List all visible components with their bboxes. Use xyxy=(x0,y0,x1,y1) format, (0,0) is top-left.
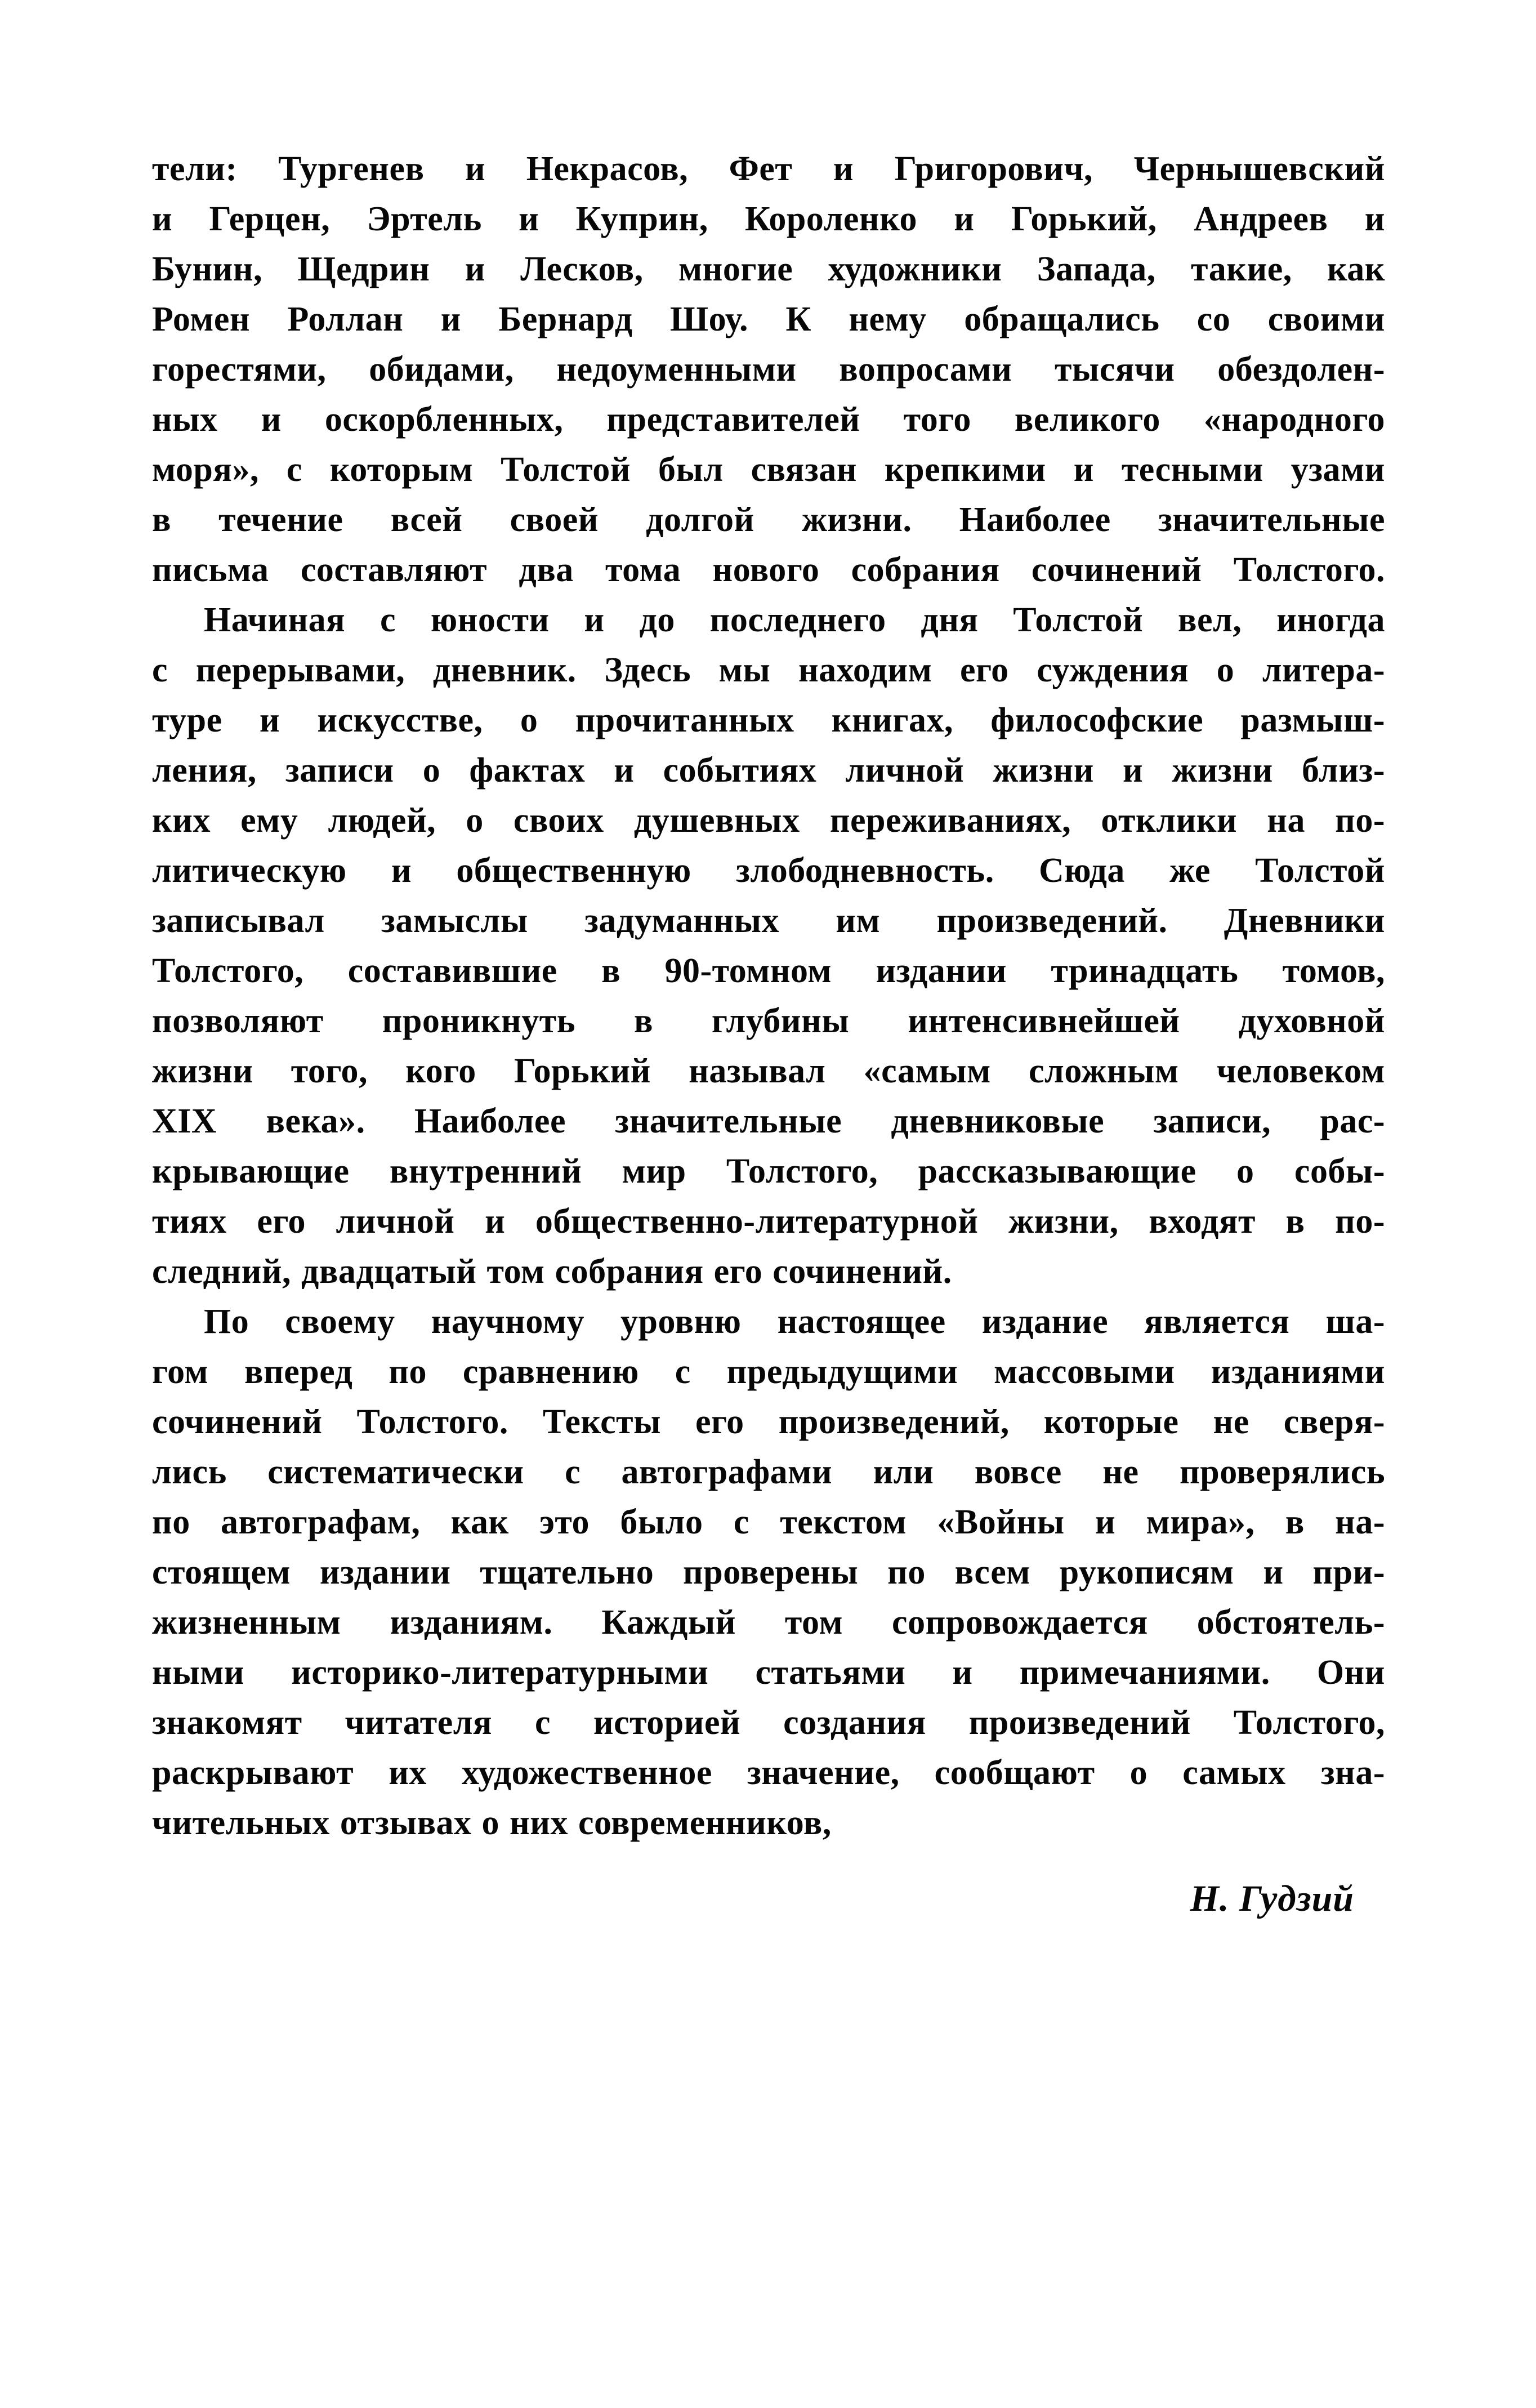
text-line: моря», с которым Толстой был связан крепкими и тесными узами xyxy=(152,451,1385,489)
text-line: туре и искусстве, о прочитанных книгах, философские размыш- xyxy=(152,701,1385,739)
text-line: следний, двадцатый том собрания его сочинений. xyxy=(152,1252,952,1291)
text-line: тели: Тургенев и Некрасов, Фет и Григорович, Чернышевский xyxy=(152,150,1385,188)
text-line: Бунин, Щедрин и Лесков, многие художники Запада, такие, как xyxy=(152,250,1385,288)
text-line: позволяют проникнуть в глубины интенсивнейшей духовной xyxy=(152,1002,1385,1040)
text-line: записывал замыслы задуманных им произведений. Дневники xyxy=(152,902,1385,940)
text-line: По своему научному уровню настоящее издание является ша- xyxy=(204,1303,1385,1341)
text-line: жизни того, кого Горький называл «самым сложным человеком xyxy=(152,1052,1385,1090)
text-line: раскрывают их художественное значение, сообщают о самых зна- xyxy=(152,1754,1385,1792)
text-line: стоящем издании тщательно проверены по всем рукописям и при- xyxy=(152,1553,1385,1591)
text-line: ных и оскорбленных, представителей того великого «народного xyxy=(152,400,1385,439)
text-line: литическую и общественную злободневность. Сюда же Толстой xyxy=(152,851,1385,890)
text-line: по автографам, как это было с текстом «Войны и мира», в на- xyxy=(152,1503,1385,1541)
paragraph xyxy=(152,595,1385,1297)
text-line: с перерывами, дневник. Здесь мы находим его суждения о литера- xyxy=(152,651,1385,689)
text-line: в течение всей своей долгой жизни. Наиболее значительные xyxy=(152,501,1385,539)
text-line: знакомят читателя с историей создания произведений Толстого, xyxy=(152,1704,1385,1742)
text-line: XIX века». Наиболее значительные дневниковые записи, рас- xyxy=(152,1102,1385,1140)
text-line: жизненным изданиям. Каждый том сопровождается обстоятель- xyxy=(152,1603,1385,1642)
text-line: ления, записи о фактах и событиях личной жизни и жизни близ- xyxy=(152,751,1385,790)
paragraph xyxy=(152,144,1385,595)
text-line: ными историко-литературными статьями и примечаниями. Они xyxy=(152,1653,1385,1692)
text-line: чительных отзывах о них современников, xyxy=(152,1804,832,1842)
text-line: тиях его личной и общественно-литературной жизни, входят в по- xyxy=(152,1202,1385,1241)
text-line: и Герцен, Эртель и Куприн, Короленко и Горький, Андреев и xyxy=(152,200,1385,238)
text-block xyxy=(152,144,1385,1925)
text-line: Ромен Роллан и Бернард Шоу. К нему обращались со своими xyxy=(152,300,1385,338)
text-line: гом вперед по сравнению с предыдущими массовыми изданиями xyxy=(152,1353,1385,1391)
text-line: Толстого, составившие в 90-томном издании тринадцать томов, xyxy=(152,952,1385,990)
text-line: лись систематически с автографами или вовсе не проверялись xyxy=(152,1453,1385,1491)
text-line: горестями, обидами, недоуменными вопросами тысячи обездолен- xyxy=(152,350,1385,389)
text-line: сочинений Толстого. Тексты его произведений, которые не сверя- xyxy=(152,1403,1385,1441)
author-signature: Н. Гудзий xyxy=(1190,1878,1354,1919)
text-line: Начиная с юности и до последнего дня Толстой вел, иногда xyxy=(204,601,1385,639)
text-line: письма составляют два тома нового собрания сочинений Толстого. xyxy=(152,551,1385,589)
paragraph xyxy=(152,1297,1385,1848)
text-line: крывающие внутренний мир Толстого, рассказывающие о собы- xyxy=(152,1152,1385,1190)
text-line: ких ему людей, о своих душевных переживаниях, отклики на по- xyxy=(152,801,1385,840)
